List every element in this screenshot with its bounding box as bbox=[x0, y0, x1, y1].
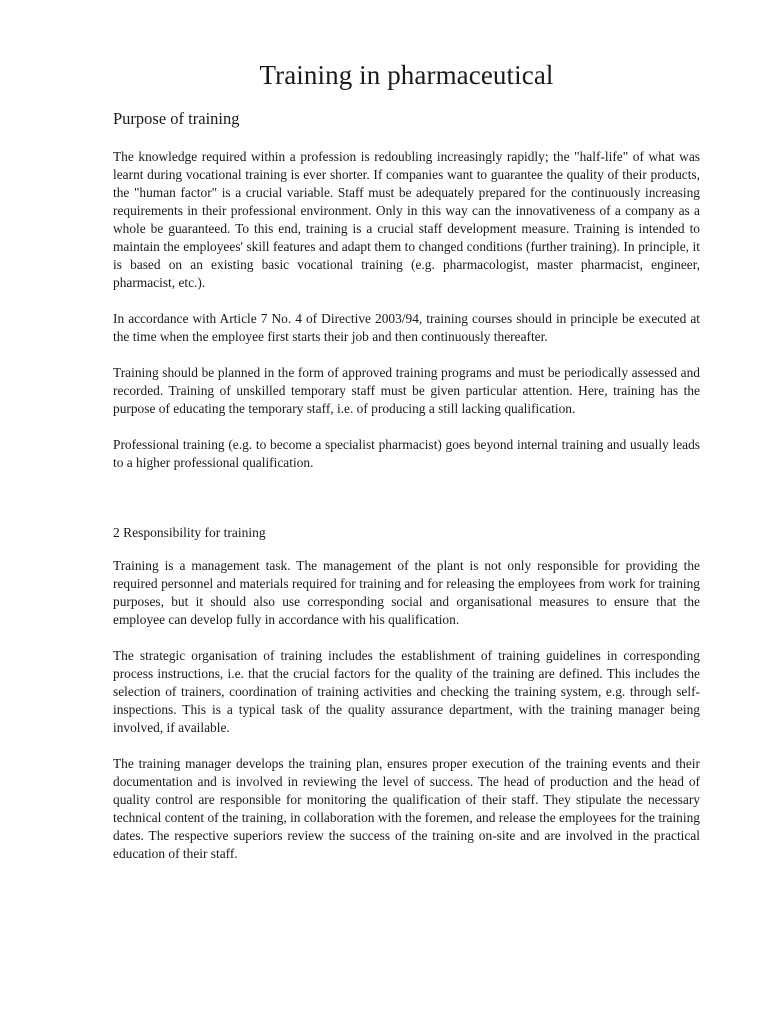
document-page bbox=[113, 58, 700, 881]
paragraph: The knowledge required within a profession is redoubling increasingly rapidly; the "half-life" of what was learnt during vocational training is ever shorter. If companies want to guarantee the quality of their products, the "human factor" is a crucial variable. Staff must be adequately prepared for the continuously increasing requirements in their professional environment. Only in this way can the innovativeness of a company as a whole be guaranteed. To this end, training is a crucial staff development measure. Training is intended to maintain the employees' skill features and adapt them to changed conditions (further training). In principle, it is based on an existing basic vocational training (e.g. pharmacologist, master pharmacist, engineer, pharmacist, etc.). bbox=[113, 149, 700, 290]
paragraph: Professional training (e.g. to become a specialist pharmacist) goes beyond internal training and usually leads to a higher professional qualification. bbox=[113, 437, 700, 470]
section-spacer bbox=[113, 490, 700, 524]
paragraph: The training manager develops the training plan, ensures proper execution of the training events and their documentation and is involved in reviewing the level of success. The head of production and the head of quality control are responsible for monitoring the qualification of their staff. They stipulate the necessary technical content of the training, in collaboration with the foremen, and release the employees for the training dates. The respective superiors review the success of the training on-site and are involved in the practical education of their staff. bbox=[113, 756, 700, 861]
paragraph: Training should be planned in the form of approved training programs and must be periodically assessed and recorded. Training of unskilled temporary staff must be given particular attention. Here, training has the purpose of educating the temporary staff, i.e. of producing a still lacking qualification. bbox=[113, 365, 700, 416]
paragraph: In accordance with Article 7 No. 4 of Directive 2003/94, training courses should in principle be executed at the time when the employee first starts their job and then continuously thereafter. bbox=[113, 311, 700, 344]
section-heading-purpose: Purpose of training bbox=[113, 109, 240, 128]
paragraph: Training is a management task. The management of the plant is not only responsible for providing the required personnel and materials required for training and for releasing the employees from work for training purposes, but it should also use corresponding social and organisational measures to ensure that the employee can develop fully in accordance with his qualification. bbox=[113, 558, 700, 627]
paragraph: The strategic organisation of training includes the establishment of training guidelines in corresponding process instructions, i.e. that the crucial factors for the quality of the training are defined. This includes the selection of trainers, coordination of training activities and checking the training system, e.g. through self-inspections. This is a typical task of the quality assurance department, with the training manager being involved, if available. bbox=[113, 648, 700, 735]
section-heading-responsibility: 2 Responsibility for training bbox=[113, 525, 266, 540]
document-title: Training in pharmaceutical bbox=[259, 60, 554, 90]
